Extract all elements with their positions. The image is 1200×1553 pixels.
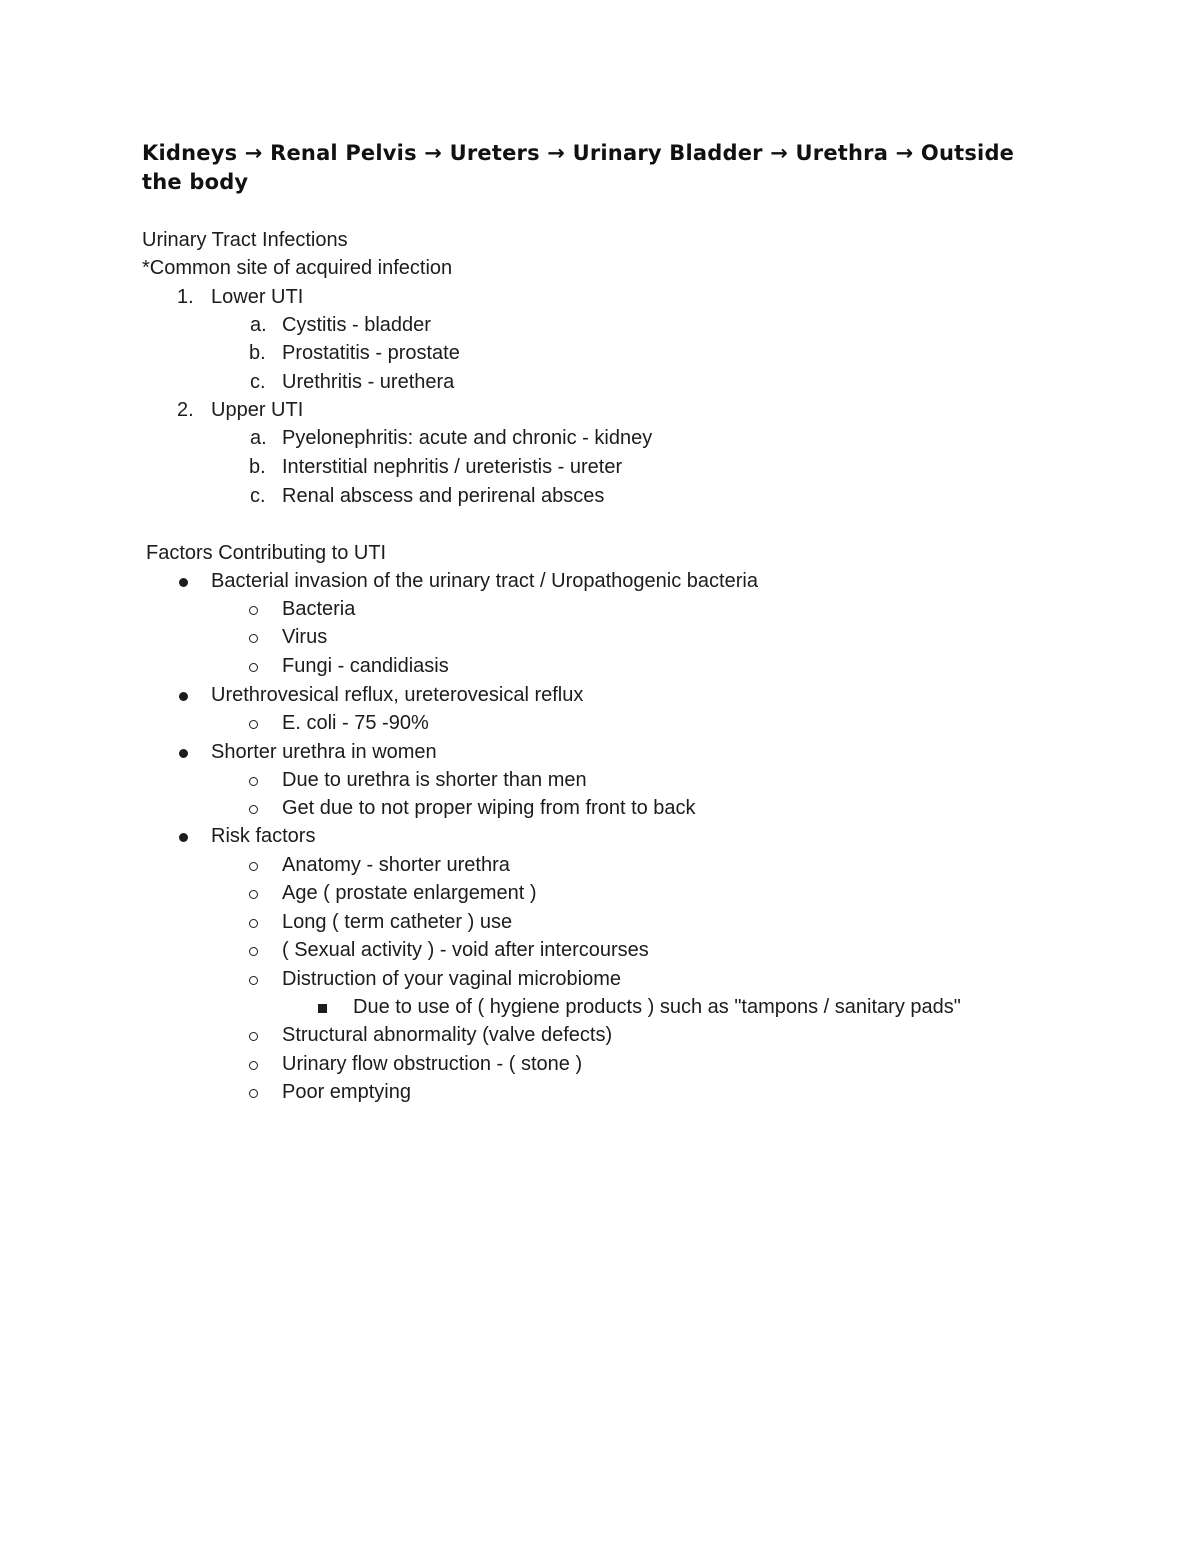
factor-sub-item: Due to urethra is shorter than men [282,769,587,791]
risk-factor-item: Age ( prostate enlargement ) [282,882,537,904]
risk-factor-item: Anatomy - shorter urethra [282,854,510,876]
factor-sub-item: Fungi - candidiasis [282,655,449,677]
bullet-ring [249,805,258,814]
list-letter: b. [249,456,266,478]
list-item-renal-abscess: Renal abscess and perirenal absces [282,485,605,507]
list-letter: c. [250,485,266,507]
bullet-dot [179,692,188,701]
factor-bacterial-invasion: Bacterial invasion of the urinary tract / Uropathogenic bacteria [211,570,758,592]
risk-factor-item: Poor emptying [282,1081,411,1103]
factors-section-title: Factors Contributing to UTI [146,542,387,564]
bullet-ring [249,890,258,899]
factor-reflux: Urethrovesical reflux, ureterovesical reflux [211,684,584,706]
list-item-pyelonephritis: Pyelonephritis: acute and chronic - kidney [282,427,653,449]
factor-shorter-urethra: Shorter urethra in women [211,741,437,763]
bullet-ring [249,720,258,729]
list-letter: a. [250,427,267,449]
bullet-dot [179,578,188,587]
risk-factor-item: ( Sexual activity ) - void after intercourses [282,939,649,961]
bullet-ring [249,1032,258,1041]
list-item-prostatitis: Prostatitis - prostate [282,342,460,364]
bullet-ring [249,634,258,643]
factor-sub-item: E. coli - 75 -90% [282,712,429,734]
risk-factor-item: Urinary flow obstruction - ( stone ) [282,1053,583,1075]
bullet-dot [179,749,188,758]
bullet-ring [249,663,258,672]
bullet-ring [249,777,258,786]
uti-section-note: *Common site of acquired infection [142,257,453,279]
bullet-square [318,1004,327,1013]
bullet-ring [249,976,258,985]
list-letter: a. [250,314,267,336]
risk-factor-item: Long ( term catheter ) use [282,911,513,933]
bullet-ring [249,919,258,928]
risk-factor-detail: Due to use of ( hygiene products ) such as "tampons / sanitary pads" [353,996,961,1018]
factor-sub-item: Bacteria [282,598,356,620]
factor-sub-item: Virus [282,626,328,648]
urinary-pathway-heading: Kidneys → Renal Pelvis → Ureters → Urinary Bladder → Urethra → Outside the body [142,141,1015,194]
bullet-ring [249,947,258,956]
bullet-ring [249,1061,258,1070]
list-item-lower-uti: Lower UTI [211,286,304,308]
list-item-cystitis: Cystitis - bladder [282,314,431,336]
bullet-ring [249,862,258,871]
bullet-dot [179,833,188,842]
list-number: 2. [177,399,194,421]
list-letter: c. [250,371,266,393]
bullet-ring [249,606,258,615]
risk-factor-item: Structural abnormality (valve defects) [282,1024,613,1046]
list-item-upper-uti: Upper UTI [211,399,304,421]
risk-factor-item: Distruction of your vaginal microbiome [282,968,622,990]
list-number: 1. [177,286,194,308]
bullet-ring [249,1089,258,1098]
factor-risk-factors: Risk factors [211,825,316,847]
uti-section-title: Urinary Tract Infections [142,229,348,251]
list-item-interstitial-nephritis: Interstitial nephritis / ureteristis - ureter [282,456,623,478]
list-item-urethritis: Urethritis - urethera [282,371,455,393]
list-letter: b. [249,342,266,364]
factor-sub-item: Get due to not proper wiping from front to back [282,797,696,819]
